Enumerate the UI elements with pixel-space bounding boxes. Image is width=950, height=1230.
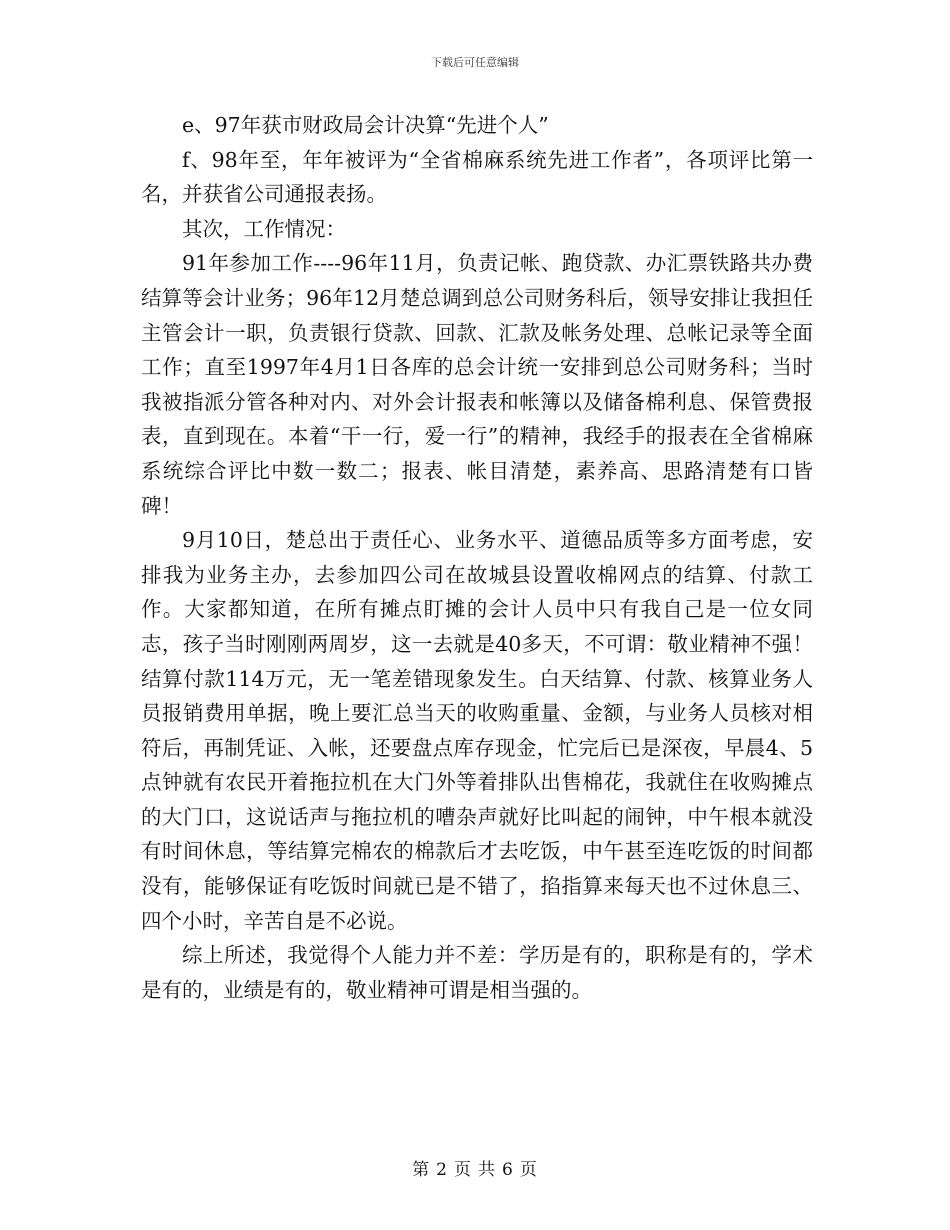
- paragraph-award-f: f、98年至，年年被评为“全省棉麻系统先进工作者”，各项评比第一名，并获省公司通报表扬。: [141, 147, 813, 207]
- total-pages: 6: [502, 1160, 514, 1180]
- paragraph-summary: 综上所述，我觉得个人能力并不差：学历是有的，职称是有的，学术是有的，业绩是有的，敬业精神可谓是相当强的。: [141, 943, 813, 1002]
- page-unit: 页: [454, 1160, 472, 1180]
- paragraph-work-history: 91年参加工作----96年11月，负责记帐、跑贷款、办汇票铁路共办费结算等会计业务；96年12月楚总调到总公司财务科后，领导安排让我担任主管会计一职，负责银行贷款、回款、汇款及帐务处理、总帐记录等全面工作；直至1997年4月1日各库的总会计统一安排到总公司财务科；当时我被指派分管各种对内、对外会计报表和帐簿以及储备棉利息、保管费报表，直到现在。本着“干一行，爱一行”的精神，我经手的报表在全省棉麻系统综合评比中数一数二；报表、帐目清楚，素养高、思路清楚有口皆碑！: [141, 251, 813, 518]
- total-unit: 页: [519, 1160, 538, 1180]
- paragraph-work-heading: 其次，工作情况：: [182, 216, 346, 241]
- document-body: [141, 108, 813, 1007]
- page-prefix: 第: [412, 1160, 431, 1180]
- page-footer: [0, 1155, 950, 1180]
- total-prefix: 共: [478, 1160, 496, 1180]
- paragraph-award-e: e、97年获市财政局会计决算“先进个人”: [182, 113, 549, 137]
- paragraph-settlement-work: 9月10日，楚总出于责任心、业务水平、道德品质等多方面考虑，安排我为业务主办，去参加四公司在故城县设置收棉网点的结算、付款工作。大家都知道，在所有摊点盯摊的会计人员中只有我自己是一位女同志，孩子当时刚刚两周岁，这一去就是40多天，不可谓：敬业精神不强！结算付款114万元，无一笔差错现象发生。白天结算、付款、核算业务人员报销费用单据，晚上要汇总当天的收购重量、金额，与业务人员核对相符后，再制凭证、入帐，还要盘点库存现金，忙完后已是深夜，早晨4、5点钟就有农民开着拖拉机在大门外等着排队出售棉花，我就住在收购摊点的大门口，这说话声与拖拉机的嘈杂声就好比叫起的闹钟，中午根本就没有时间休息，等结算完棉农的棉款后才去吃饭，中午甚至连吃饭的时间都没有，能够保证有吃饭时间就已是不错了，掐指算来每天也不过休息三、四个小时，辛苦自是不必说。: [141, 528, 813, 933]
- page-number: 2: [436, 1160, 448, 1180]
- header-note: 下载后可任意编辑: [431, 56, 519, 69]
